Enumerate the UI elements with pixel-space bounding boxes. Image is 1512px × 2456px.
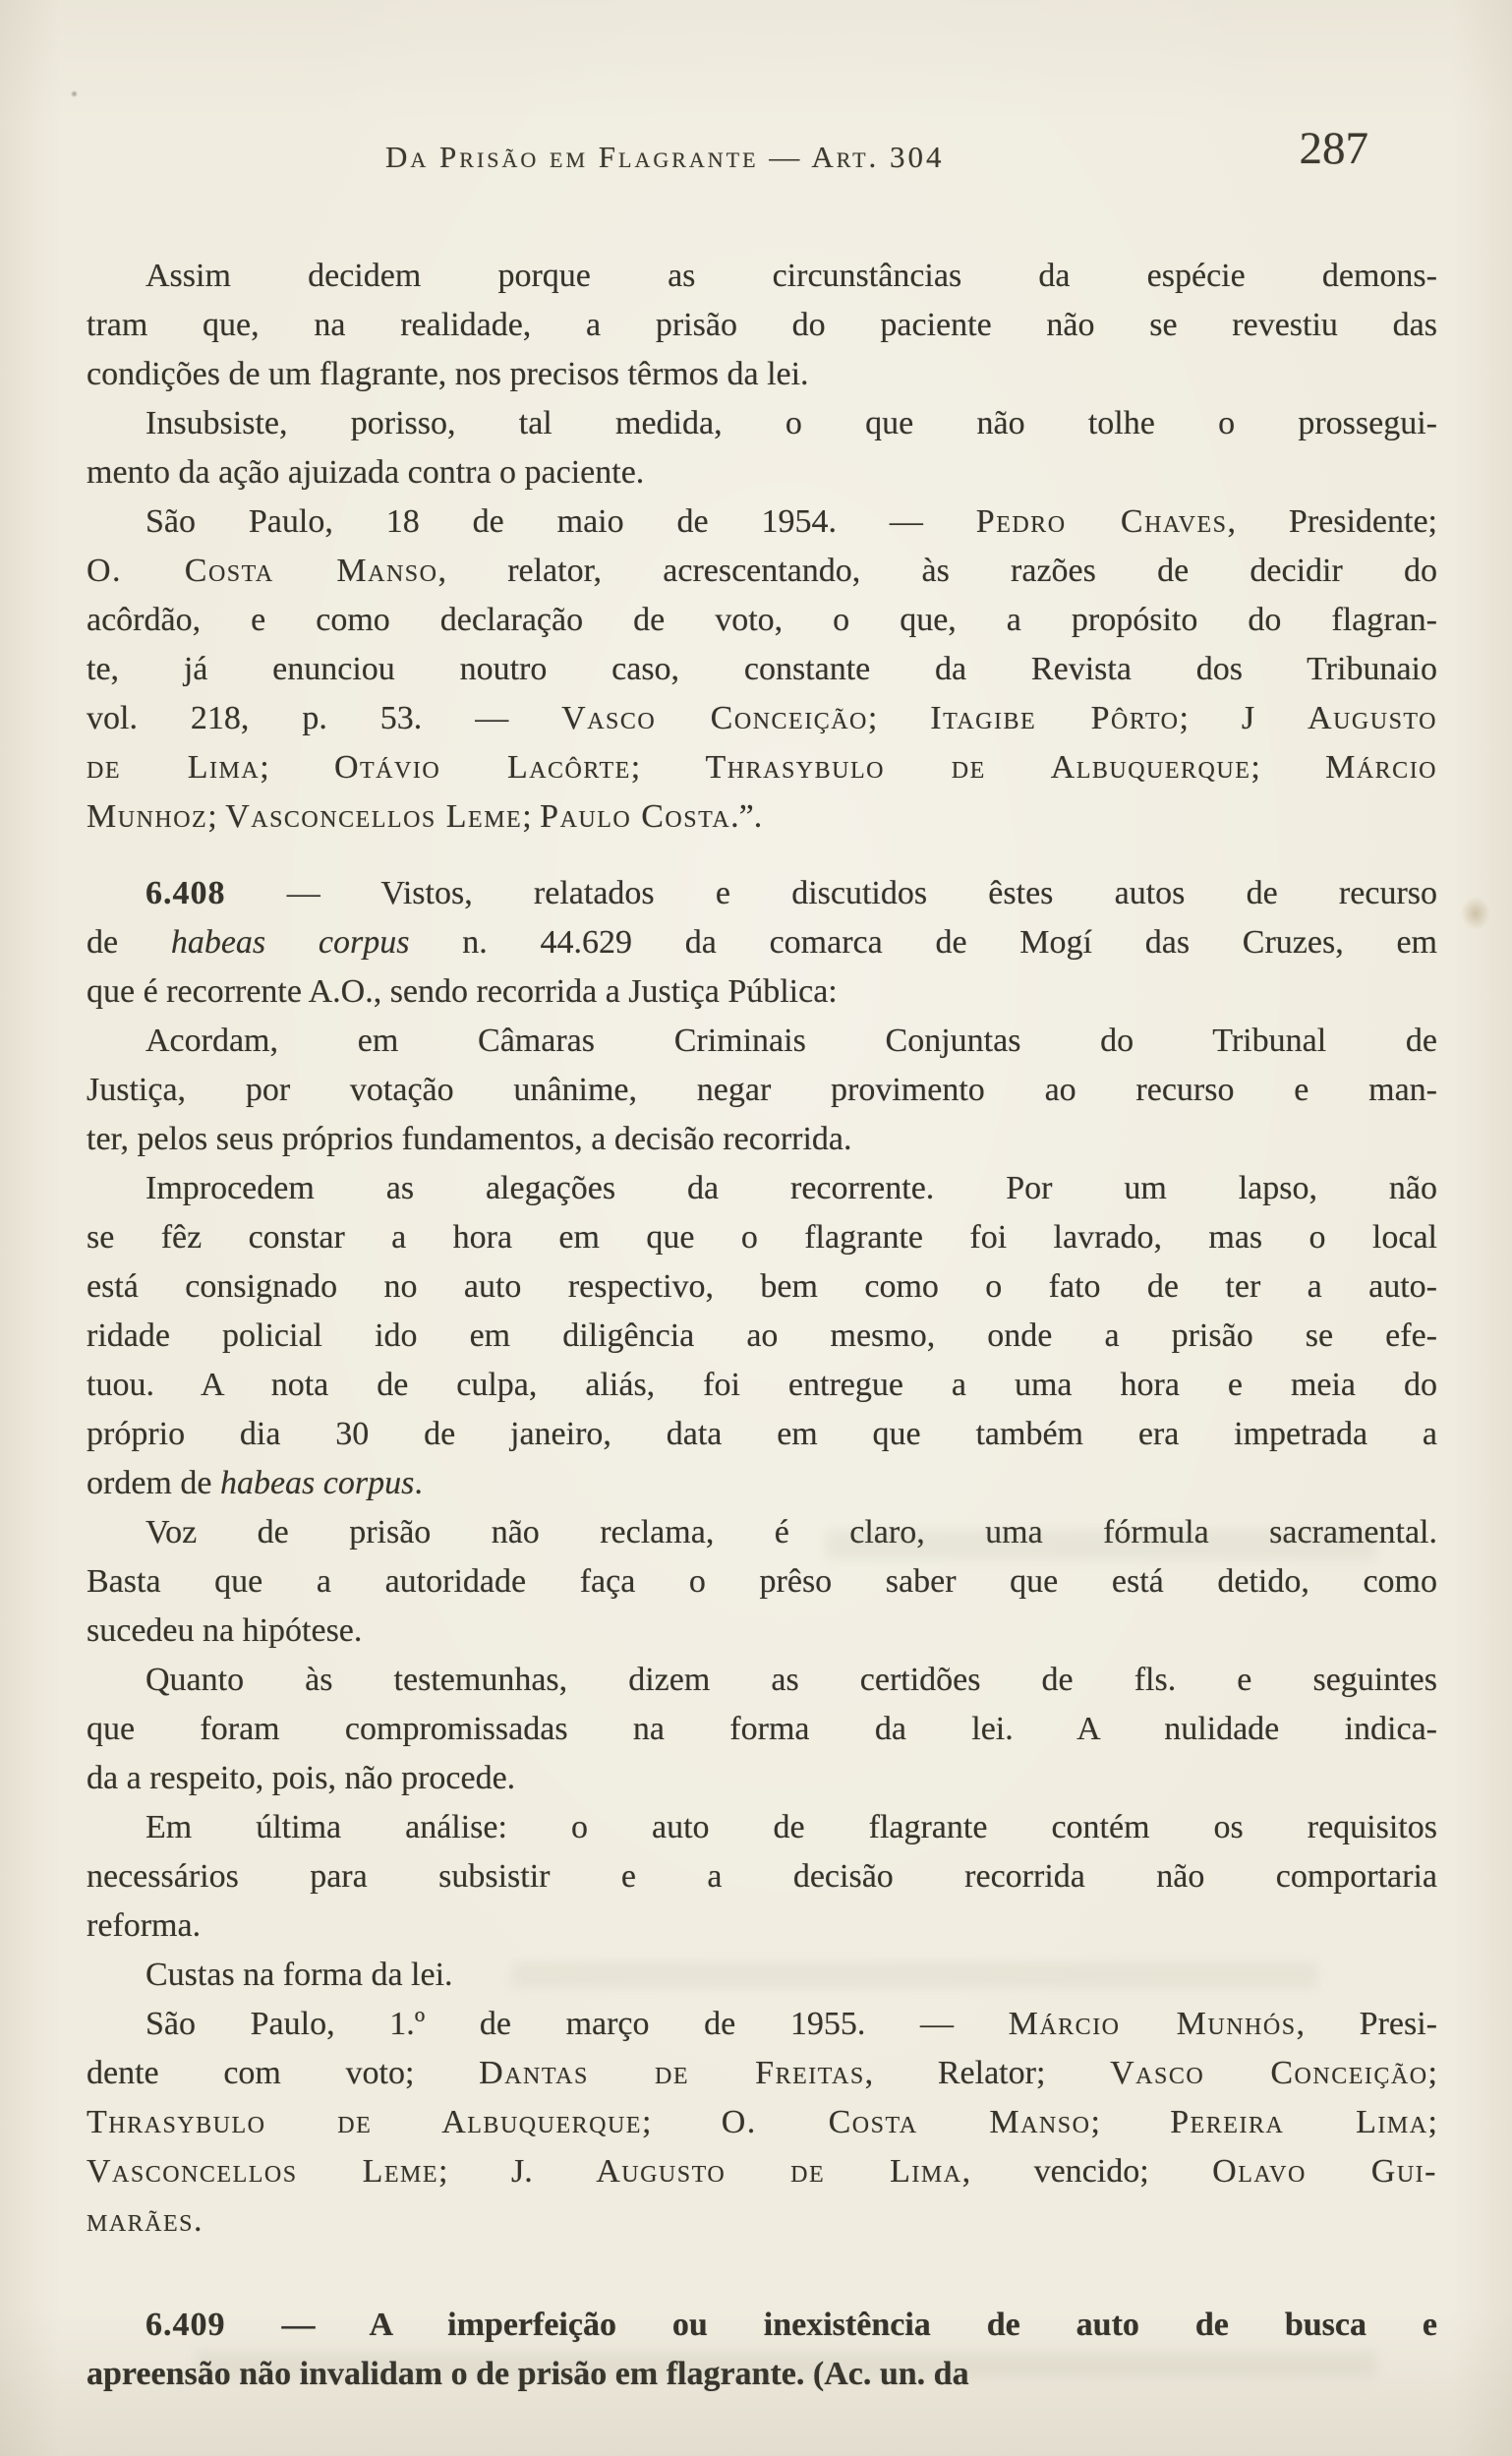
text-segment: Quanto às testemunhas, dizem as certidões de fls. e seguintes <box>145 1662 1437 1698</box>
person-name: Augusto de Lima <box>596 2153 962 2190</box>
text-segment: está consignado no auto respectivo, bem como o fato de ter a auto- <box>87 1268 1437 1305</box>
text-segment: ; <box>1090 2104 1171 2140</box>
text-line <box>87 1508 1437 1557</box>
text-segment: ; <box>1427 2055 1437 2091</box>
text-line <box>87 1803 1437 1852</box>
text-segment: tuou. A nota de culpa, aliás, foi entregue a uma hora e meia do <box>87 1367 1437 1403</box>
text-line <box>87 2147 1437 2196</box>
text-segment: n. 44.629 da comarca de Mogí das Cruzes, em <box>409 924 1437 961</box>
text-line <box>87 1754 1437 1803</box>
text-segment: Assim decidem porque as circunstâncias da espécie demons- <box>145 258 1437 294</box>
person-name: Vasco Conceição <box>1110 2055 1428 2091</box>
text-segment: ridade policial ido em diligência ao mesmo, onde a prisão se efe- <box>87 1317 1437 1354</box>
text-segment: Basta que a autoridade faça o prêso saber que está detido, como <box>87 1563 1437 1600</box>
text-segment: necessários para subsistir e a decisão recorrida não comportaria <box>87 1858 1437 1895</box>
text-line <box>87 792 1437 842</box>
person-name: Pereira Lima <box>1170 2104 1428 2140</box>
text-segment: dente com voto; <box>87 2055 480 2091</box>
text-segment: te, já enunciou noutro caso, constante da Revista dos Tribunaio <box>87 651 1437 687</box>
text-line <box>87 2350 1437 2399</box>
person-name: Paulo Costa <box>540 798 731 835</box>
text-segment: São Paulo, 1.º de março de 1955. — <box>145 2006 1009 2042</box>
text-line <box>87 1262 1437 1312</box>
text-segment: . <box>194 2202 203 2239</box>
paragraph <box>87 399 1437 497</box>
text-segment: ; J. <box>438 2153 597 2190</box>
paragraph <box>87 2000 1437 2246</box>
text-segment: sucedeu na hipótese. <box>87 1612 363 1649</box>
person-name: Olavo Gui- <box>1212 2153 1437 2190</box>
text-segment: Custas na forma da lei. <box>145 1957 453 1993</box>
text-line <box>87 2301 1437 2350</box>
text-line <box>87 1951 1437 2000</box>
person-name: Otávio Lacôrte <box>333 749 631 786</box>
text-line <box>87 743 1437 792</box>
text-segment: Em última análise: o auto de flagrante contém os requisitos <box>145 1809 1437 1845</box>
person-name: Márcio Munhós <box>1008 2006 1297 2042</box>
paragraph <box>87 1017 1437 1164</box>
text-segment: Acordam, em Câmaras Criminais Conjuntas do Tribunal de <box>145 1023 1437 1059</box>
text-line <box>87 1901 1437 1951</box>
text-segment: habeas corpus <box>219 1465 415 1501</box>
paragraph <box>87 2301 1437 2399</box>
text-line <box>87 252 1437 301</box>
text-line <box>87 694 1437 743</box>
text-segment: ter, pelos seus próprios fundamentos, a decisão recorrida. <box>87 1121 852 1157</box>
paper-speck <box>71 90 78 97</box>
text-line <box>87 1557 1437 1607</box>
paragraph <box>87 1803 1437 1951</box>
person-name: O. Costa Manso <box>721 2104 1091 2140</box>
text-segment: mento da ação ajuizada contra o paciente. <box>87 454 645 491</box>
person-name: Thrasybulo de Albuquerque <box>705 749 1251 786</box>
paragraph <box>87 252 1437 399</box>
text-line <box>87 350 1437 399</box>
headnote-number: 6.409 <box>145 2307 226 2343</box>
person-name: Munhoz <box>87 798 208 835</box>
person-name: Dantas de Freitas <box>479 2055 865 2091</box>
text-line <box>87 2196 1437 2246</box>
person-name: Itagibe Pôrto <box>930 700 1180 736</box>
person-name: Vasconcellos Leme <box>87 2153 439 2190</box>
paper-blemish <box>1461 897 1490 930</box>
text-segment: ; <box>207 798 226 835</box>
text-segment: .”. <box>730 798 763 835</box>
text-segment: tram que, na realidade, a prisão do paciente não se revestiu das <box>87 307 1437 343</box>
text-segment: ; <box>630 749 706 786</box>
text-segment: , Presi- <box>1296 2006 1437 2042</box>
text-line <box>87 645 1437 694</box>
text-segment: , vencido; <box>961 2153 1213 2190</box>
text-segment: habeas corpus <box>170 924 410 961</box>
text-line <box>87 596 1437 645</box>
paragraph <box>87 1164 1437 1508</box>
body-text <box>87 252 1437 2399</box>
text-line <box>87 1066 1437 1115</box>
text-segment: , relator, acrescentando, às razões de decidir do <box>437 553 1437 589</box>
text-segment: apreensão não invalidam o de prisão em flagrante. (Ac. un. da <box>87 2356 969 2392</box>
text-segment: , Presidente; <box>1227 503 1437 540</box>
person-name: Vasco Conceição <box>561 700 868 736</box>
text-segment: da a respeito, pois, não procede. <box>87 1760 516 1796</box>
text-segment: condições de um flagrante, nos precisos têrmos da lei. <box>87 356 809 392</box>
paragraph <box>87 869 1437 1017</box>
text-segment: — A imperfeição ou inexistência de auto de busca e <box>225 2307 1437 2343</box>
person-name: Márcio <box>1325 749 1438 786</box>
text-segment: ; <box>260 749 334 786</box>
text-segment: Improcedem as alegações da recorrente. Por um lapso, não <box>145 1170 1437 1206</box>
text-line <box>87 1459 1437 1508</box>
text-line <box>87 1017 1437 1066</box>
text-segment: acôrdão, e como declaração de voto, o que, a propósito do flagran- <box>87 602 1437 638</box>
text-line <box>87 547 1437 596</box>
text-line <box>87 448 1437 497</box>
text-line <box>87 1705 1437 1754</box>
text-line <box>87 2098 1437 2147</box>
text-segment: ; <box>1427 2104 1437 2140</box>
text-segment: vol. 218, p. 53. — <box>87 700 562 736</box>
text-line <box>87 1852 1437 1901</box>
paragraph <box>87 497 1437 842</box>
text-segment: São Paulo, 18 de maio de 1954. — <box>145 503 976 540</box>
text-segment: reforma. <box>87 1907 202 1944</box>
paragraph <box>87 1656 1437 1803</box>
text-line <box>87 869 1437 918</box>
text-segment: ; <box>867 700 931 736</box>
text-segment: . <box>414 1465 423 1501</box>
paragraph <box>87 1951 1437 2000</box>
text-segment: ; <box>641 2104 722 2140</box>
person-name: de Lima <box>87 749 261 786</box>
person-name: Thrasybulo de Albuquerque <box>87 2104 642 2140</box>
text-line <box>87 1607 1437 1656</box>
person-name: Augusto <box>1308 700 1437 736</box>
headnote-number: 6.408 <box>145 875 226 911</box>
text-segment: ; <box>522 798 541 835</box>
text-line <box>87 301 1437 350</box>
text-line <box>87 399 1437 448</box>
text-segment: ordem de <box>87 1465 220 1501</box>
running-head-title: Da Prisão em Flagrante — Art. 304 <box>385 140 945 174</box>
text-segment: ; J <box>1179 700 1308 736</box>
text-segment: se fêz constar a hora em que o flagrante foi lavrado, mas o local <box>87 1219 1437 1256</box>
text-line <box>87 967 1437 1017</box>
text-segment: que é recorrente A.O., sendo recorrida a Justiça Pública: <box>87 973 838 1010</box>
text-line <box>87 497 1437 547</box>
text-line <box>87 1656 1437 1705</box>
person-name: Vasconcellos Leme <box>225 798 523 835</box>
text-line <box>87 1312 1437 1361</box>
page-number: 287 <box>1299 123 1368 174</box>
text-segment: — Vistos, relatados e discutidos êstes autos de recurso <box>225 875 1437 911</box>
person-name: marães <box>87 2202 195 2239</box>
text-segment: Insubsiste, porisso, tal medida, o que não tolhe o prossegui- <box>145 405 1437 441</box>
text-line <box>87 1213 1437 1262</box>
text-line <box>87 2049 1437 2098</box>
text-segment: que foram compromissadas na forma da lei. A nulidade indica- <box>87 1711 1437 1747</box>
text-segment: de <box>87 924 171 961</box>
paragraph <box>87 1508 1437 1656</box>
text-line <box>87 1115 1437 1164</box>
text-segment: Voz de prisão não reclama, é claro, uma fórmula sacramental. <box>145 1514 1437 1550</box>
text-segment: , Relator; <box>864 2055 1111 2091</box>
text-segment: Justiça, por votação unânime, negar provimento ao recurso e man- <box>87 1072 1437 1108</box>
text-line <box>87 918 1437 967</box>
text-segment: ; <box>1250 749 1326 786</box>
text-line <box>87 1410 1437 1459</box>
person-name: O. Costa Manso <box>87 553 438 589</box>
running-head <box>0 123 1512 195</box>
person-name: Pedro Chaves <box>975 503 1228 540</box>
text-line <box>87 2000 1437 2049</box>
text-line <box>87 1361 1437 1410</box>
text-line <box>87 1164 1437 1213</box>
text-segment: próprio dia 30 de janeiro, data em que também era impetrada a <box>87 1416 1437 1452</box>
